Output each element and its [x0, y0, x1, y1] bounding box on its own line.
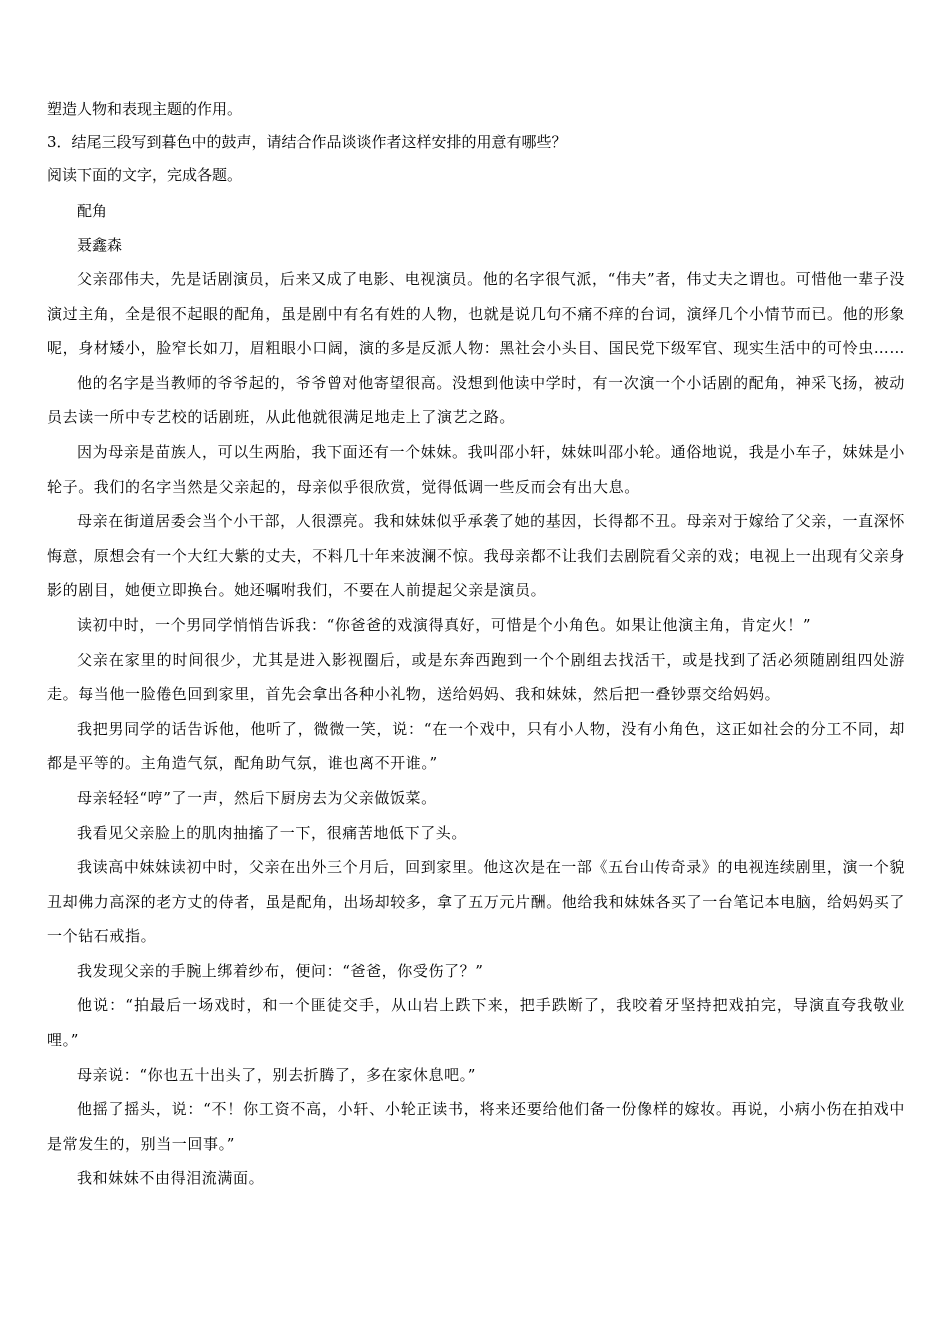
article-paragraph: 他摇了摇头，说：“不！你工资不高，小轩、小轮正读书，将来还要给他们备一份像样的嫁妆。再说，小病小伤在拍戏中是常发生的，别当一回事。”	[47, 1100, 905, 1153]
article-paragraph: 我读高中妹妹读初中时，父亲在出外三个月后，回到家里。他这次是在一部《五台山传奇录》的电视连续剧里，演一个貌丑却佛力高深的老方丈的侍者，虽是配角，出场却较多，拿了五万元片酬。他给我和妹妹各买了一台笔记本电脑，给妈妈买了一个钻石戒指。	[47, 858, 906, 946]
article-paragraph: 他的名字是当教师的爷爷起的，爷爷曾对他寄望很高。没想到他读中学时，有一次演一个小话剧的配角，神采飞扬，被动员去读一所中专艺校的话剧班，从此他就很满足地走上了演艺之路。	[47, 373, 905, 427]
article-author: 聂鑫森	[77, 236, 123, 254]
article-paragraph: 母亲轻轻“哼”了一声，然后下厨房去为父亲做饭菜。	[77, 788, 437, 807]
article-paragraph: 我发现父亲的手腕上绑着纱布，便问：“爸爸，你受伤了？”	[77, 961, 484, 980]
article-paragraph: 母亲在街道居委会当个小干部，人很漂亮。我和妹妹似乎承袭了她的基因，长得都不丑。母亲对于嫁给了父亲，一直深怀悔意，原想会有一个大红大紫的丈夫，不料几十年来波澜不惊。我母亲都不让我们去剧院看父亲的戏；电视上一出现有父亲身影的剧目，她便立即换台。她还嘱咐我们，不要在人前提起父亲是演员。	[47, 512, 906, 600]
question-3: 3．结尾三段写到暮色中的鼓声，请结合作品谈谈作者这样安排的用意有哪些？	[47, 133, 567, 151]
article-paragraph: 母亲说：“你也五十出头了，别去折腾了，多在家休息吧。”	[77, 1065, 477, 1084]
reading-instruction: 阅读下面的文字，完成各题。	[47, 166, 243, 184]
article-paragraph: 我和妹妹不由得泪流满面。	[77, 1169, 265, 1188]
article-paragraph: 父亲邵伟夫，先是话剧演员，后来又成了电影、电视演员。他的名字很气派，“伟夫”者，伟丈夫之谓也。可惜他一辈子没演过主角，全是很不起眼的配角，虽是剧中有名有姓的人物，也就是说几句不痛不痒的台词，演绎几个小情节而已。他的形象呢，身材矮小，脸窄长如刀，眉粗眼小口阔，演的多是反派人物：黑社会小头目、国民党下级军官、现实生活中的可怜虫……	[47, 270, 906, 358]
article-paragraph: 读初中时，一个男同学悄悄告诉我：“你爸爸的戏演得真好，可惜是个小角色。如果让他演主角，肯定火！”	[77, 615, 812, 634]
article-paragraph: 我看见父亲脸上的肌肉抽搐了一下，很痛苦地低下了头。	[77, 823, 468, 842]
article-title: 配角	[77, 202, 108, 220]
article-paragraph: 我把男同学的话告诉他，他听了，微微一笑，说：“在一个戏中，只有小人物，没有小角色，这正如社会的分工不同，却都是平等的。主角造气氛，配角助气氛，谁也离不开谁。”	[47, 719, 905, 773]
article-paragraph: 他说：“拍最后一场戏时，和一个匪徒交手，从山岩上跌下来，把手跌断了，我咬着牙坚持把戏拍完，导演直夸我敬业哩。”	[47, 996, 905, 1050]
article-paragraph: 因为母亲是苗族人，可以生两胎，我下面还有一个妹妹。我叫邵小轩，妹妹叫邵小轮。通俗地说，我是小车子，妹妹是小轮子。我们的名字当然是父亲起的，母亲似乎很欣赏，觉得低调一些反而会有出大息。	[47, 442, 905, 496]
article-paragraph: 父亲在家里的时间很少，尤其是进入影视圈后，或是东奔西跑到一个个剧组去找活干，或是找到了活必须随剧组四处游走。每当他一脸倦色回到家里，首先会拿出各种小礼物，送给妈妈、我和妹妹，然后把一叠钞票交给妈妈。	[47, 650, 905, 704]
document-page	[47, 98, 905, 1196]
previous-question-continuation: 塑造人物和表现主题的作用。	[47, 100, 243, 118]
